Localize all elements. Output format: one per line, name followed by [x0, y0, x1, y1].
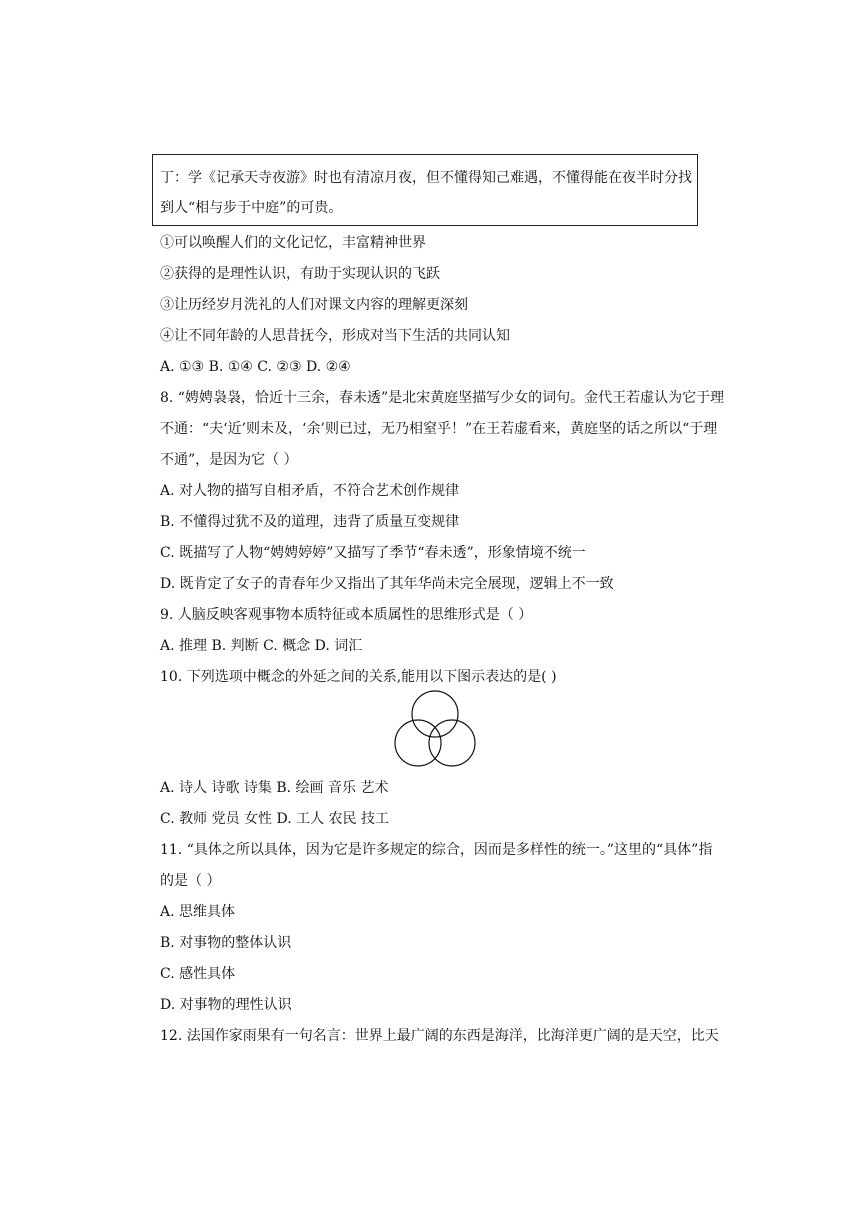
statement-item: ③让历经岁月洗礼的人们对课文内容的理解更深刻: [160, 297, 468, 313]
answer-option: B. 对事物的整体认识: [160, 935, 292, 951]
venn-circle-left: [395, 720, 441, 766]
statement-item: ①可以唤醒人们的文化记忆，丰富精神世界: [160, 235, 426, 251]
answer-option: C. 既描写了人物“娉娉婷婷”又描写了季节“春未透”，形象情境不统一: [160, 545, 586, 561]
answer-option: A. 对人物的描写自相矛盾，不符合艺术创作规律: [160, 483, 460, 499]
quote-line: 到人“相与步于中庭”的可贵。: [160, 200, 343, 216]
question-stem: 12. 法国作家雨果有一句名言：世界上最广阔的东西是海洋，比海洋更广阔的是天空，比天: [160, 1028, 719, 1044]
answer-option: D. 对事物的理性认识: [160, 997, 292, 1013]
answer-options: A. 诗人 诗歌 诗集 B. 绘画 音乐 艺术: [160, 780, 389, 796]
question-stem: 的是（ ）: [160, 873, 221, 889]
quote-line: 丁：学《记承天寺夜游》时也有清凉月夜，但不懂得知己难遇，不懂得能在夜半时分找: [160, 170, 692, 186]
answer-options: C. 教师 党员 女性 D. 工人 农民 技工: [160, 811, 389, 827]
answer-options: A. ①③ B. ①④ C. ②③ D. ②④: [160, 359, 351, 375]
venn-circle-top: [412, 691, 458, 737]
answer-options: A. 推理 B. 判断 C. 概念 D. 词汇: [160, 638, 363, 654]
question-stem: 8. “娉娉袅袅，恰近十三余，春未透”是北宋黄庭坚描写少女的词句。金代王若虚认为它于理: [160, 390, 725, 406]
question-stem: 不通”，是因为它（ ）: [160, 452, 298, 468]
statement-item: ④让不同年龄的人思昔抚今，形成对当下生活的共同认知: [160, 328, 510, 344]
question-stem: 11. “具体之所以具体，因为它是许多规定的综合，因而是多样性的统一。”这里的“具体”指: [160, 842, 713, 858]
statement-item: ②获得的是理性认识，有助于实现认识的飞跃: [160, 266, 440, 282]
venn-diagram: [390, 688, 480, 772]
answer-option: B. 不懂得过犹不及的道理，违背了质量互变规律: [160, 514, 460, 530]
quote-box: [152, 154, 698, 226]
question-stem: 10. 下列选项中概念的外延之间的关系,能用以下图示表达的是( ): [160, 669, 557, 685]
question-stem: 不通：“夫‘近’则未及，‘余’则已过，无乃相窒乎！”在王若虚看来，黄庭坚的话之所以“于理: [160, 421, 718, 437]
answer-option: D. 既肯定了女子的青春年少又指出了其年华尚未完全展现，逻辑上不一致: [160, 576, 614, 592]
answer-option: C. 感性具体: [160, 966, 236, 982]
question-stem: 9. 人脑反映客观事物本质特征或本质属性的思维形式是（ ）: [160, 607, 533, 623]
answer-option: A. 思维具体: [160, 904, 236, 920]
venn-circle-right: [429, 720, 475, 766]
